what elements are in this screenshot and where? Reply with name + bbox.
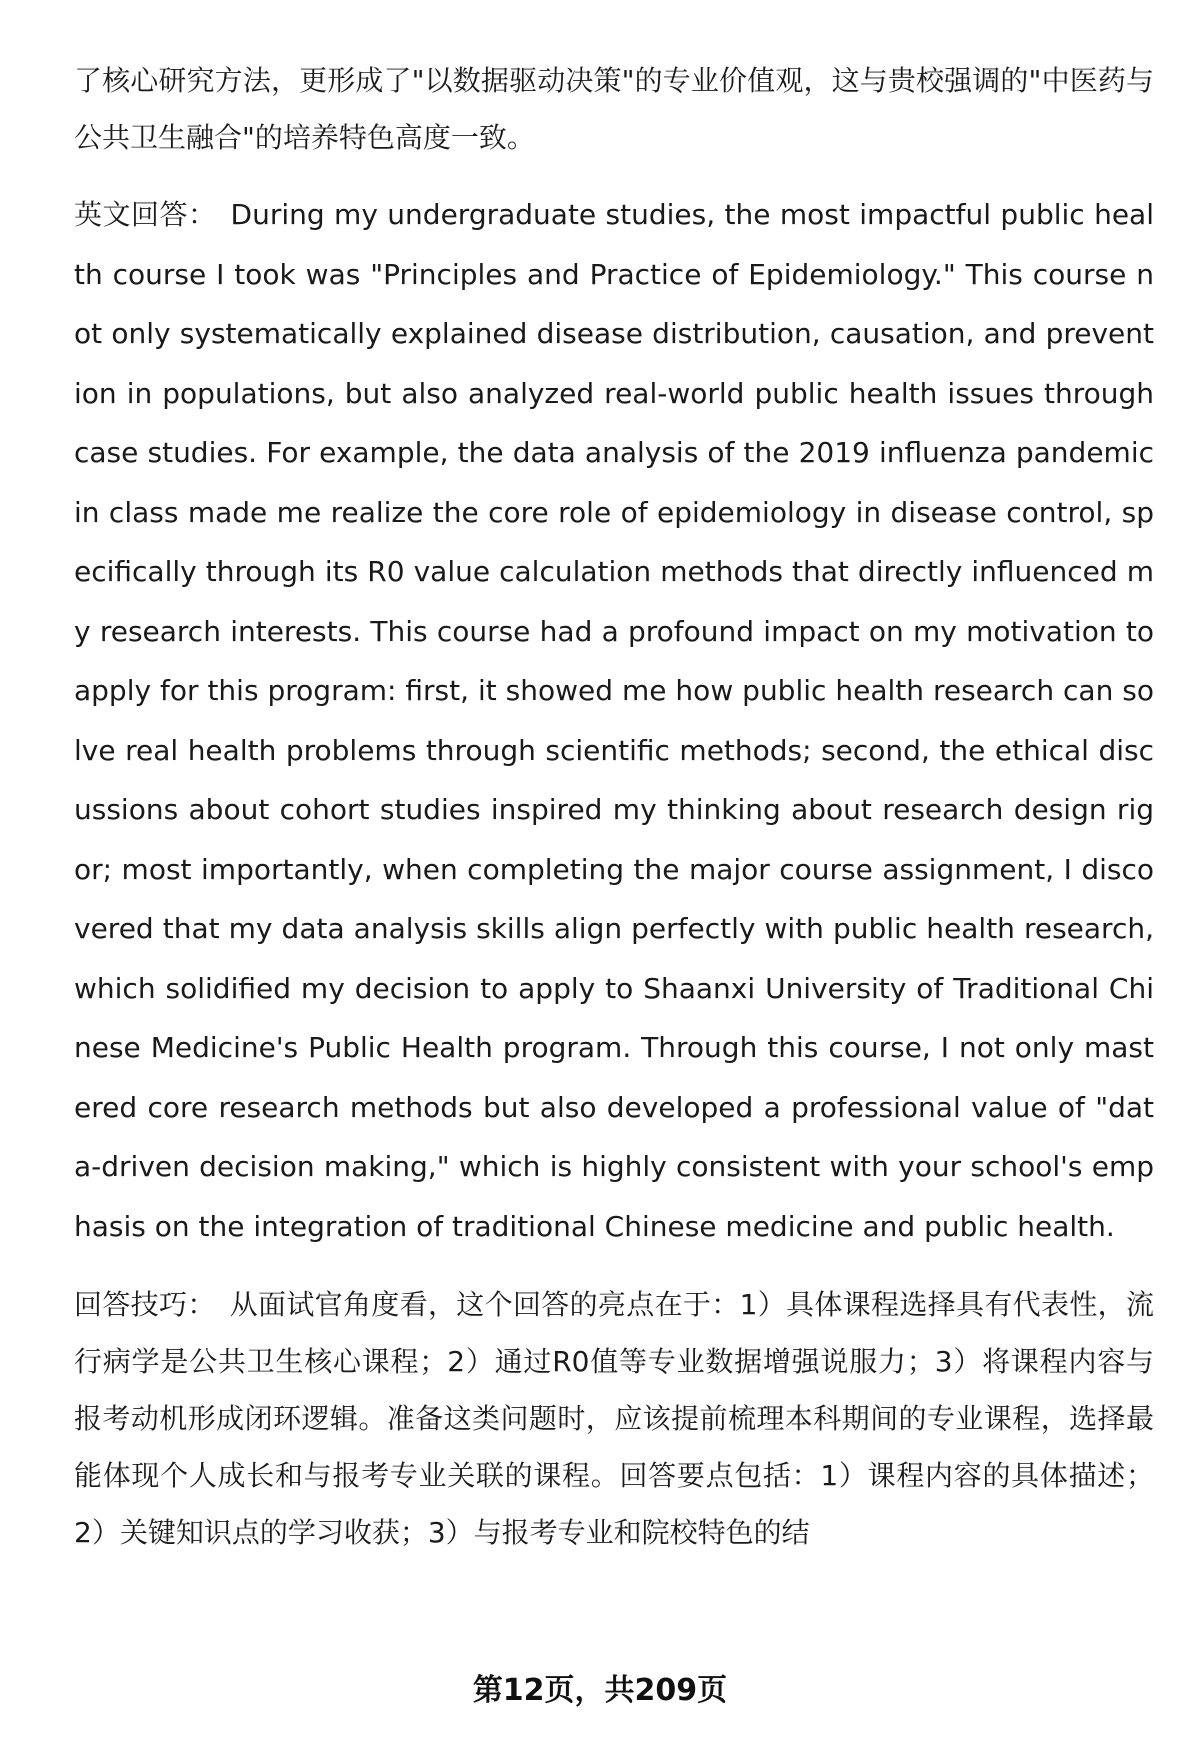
continuation-paragraph <box>74 52 1154 166</box>
answer-tips-label: 回答技巧： <box>74 1288 216 1321</box>
continuation-text: 了核心研究方法，更形成了"以数据驱动决策"的专业价值观，这与贵校强调的"中医药与公共卫生融合"的培养特色高度一致。 <box>74 64 1154 154</box>
answer-tips-paragraph <box>74 1276 1154 1561</box>
answer-tips-text: 从面试官角度看，这个回答的亮点在于：1）具体课程选择具有代表性，流行病学是公共卫生核心课程；2）通过R0值等专业数据增强说服力；3）将课程内容与报考动机形成闭环逻辑。准备这类问题时，应该提前梳理本科期间的专业课程，选择最能体现个人成长和与报考专业关联的课程。回答要点包括：1）课程内容的具体描述；2）关键知识点的学习收获；3）与报考专业和院校特色的结 <box>74 1288 1154 1549</box>
english-answer-label: 英文回答： <box>74 198 217 231</box>
page-number-footer: 第12页，共209页 <box>472 1673 728 1708</box>
english-answer-paragraph <box>74 185 1154 1256</box>
document-body <box>74 52 1154 1561</box>
english-answer-text: During my undergraduate studies, the most impactful public health course I took was "Principles and Practice of Epidemiology." This course not only systematically explained disease distribution, causation, and prevention in populations, but also analyzed real-world public health issues through case studies. For example, the data analysis of the 2019 influenza pandemic in class made me realize the core role of epidemiology in disease control, specifically through its R0 value calculation methods that directly influenced my research interests. This course had a profound impact on my motivation to apply for this program: first, it showed me how public health research can solve real health problems through scientific methods; second, the ethical discussions about cohort studies inspired my thinking about research design rigor; most importantly, when completing the major course assignment, I discovered that my data analysis skills align perfectly with public health research, which solidified my decision to apply to Shaanxi University of Traditional Chinese Medicine's Public Health program. Through this course, I not only mastered core research methods but also developed a professional value of "data-driven decision making," which is highly consistent with your school's emphasis on the integration of traditional Chinese medicine and public health. <box>74 198 1154 1243</box>
